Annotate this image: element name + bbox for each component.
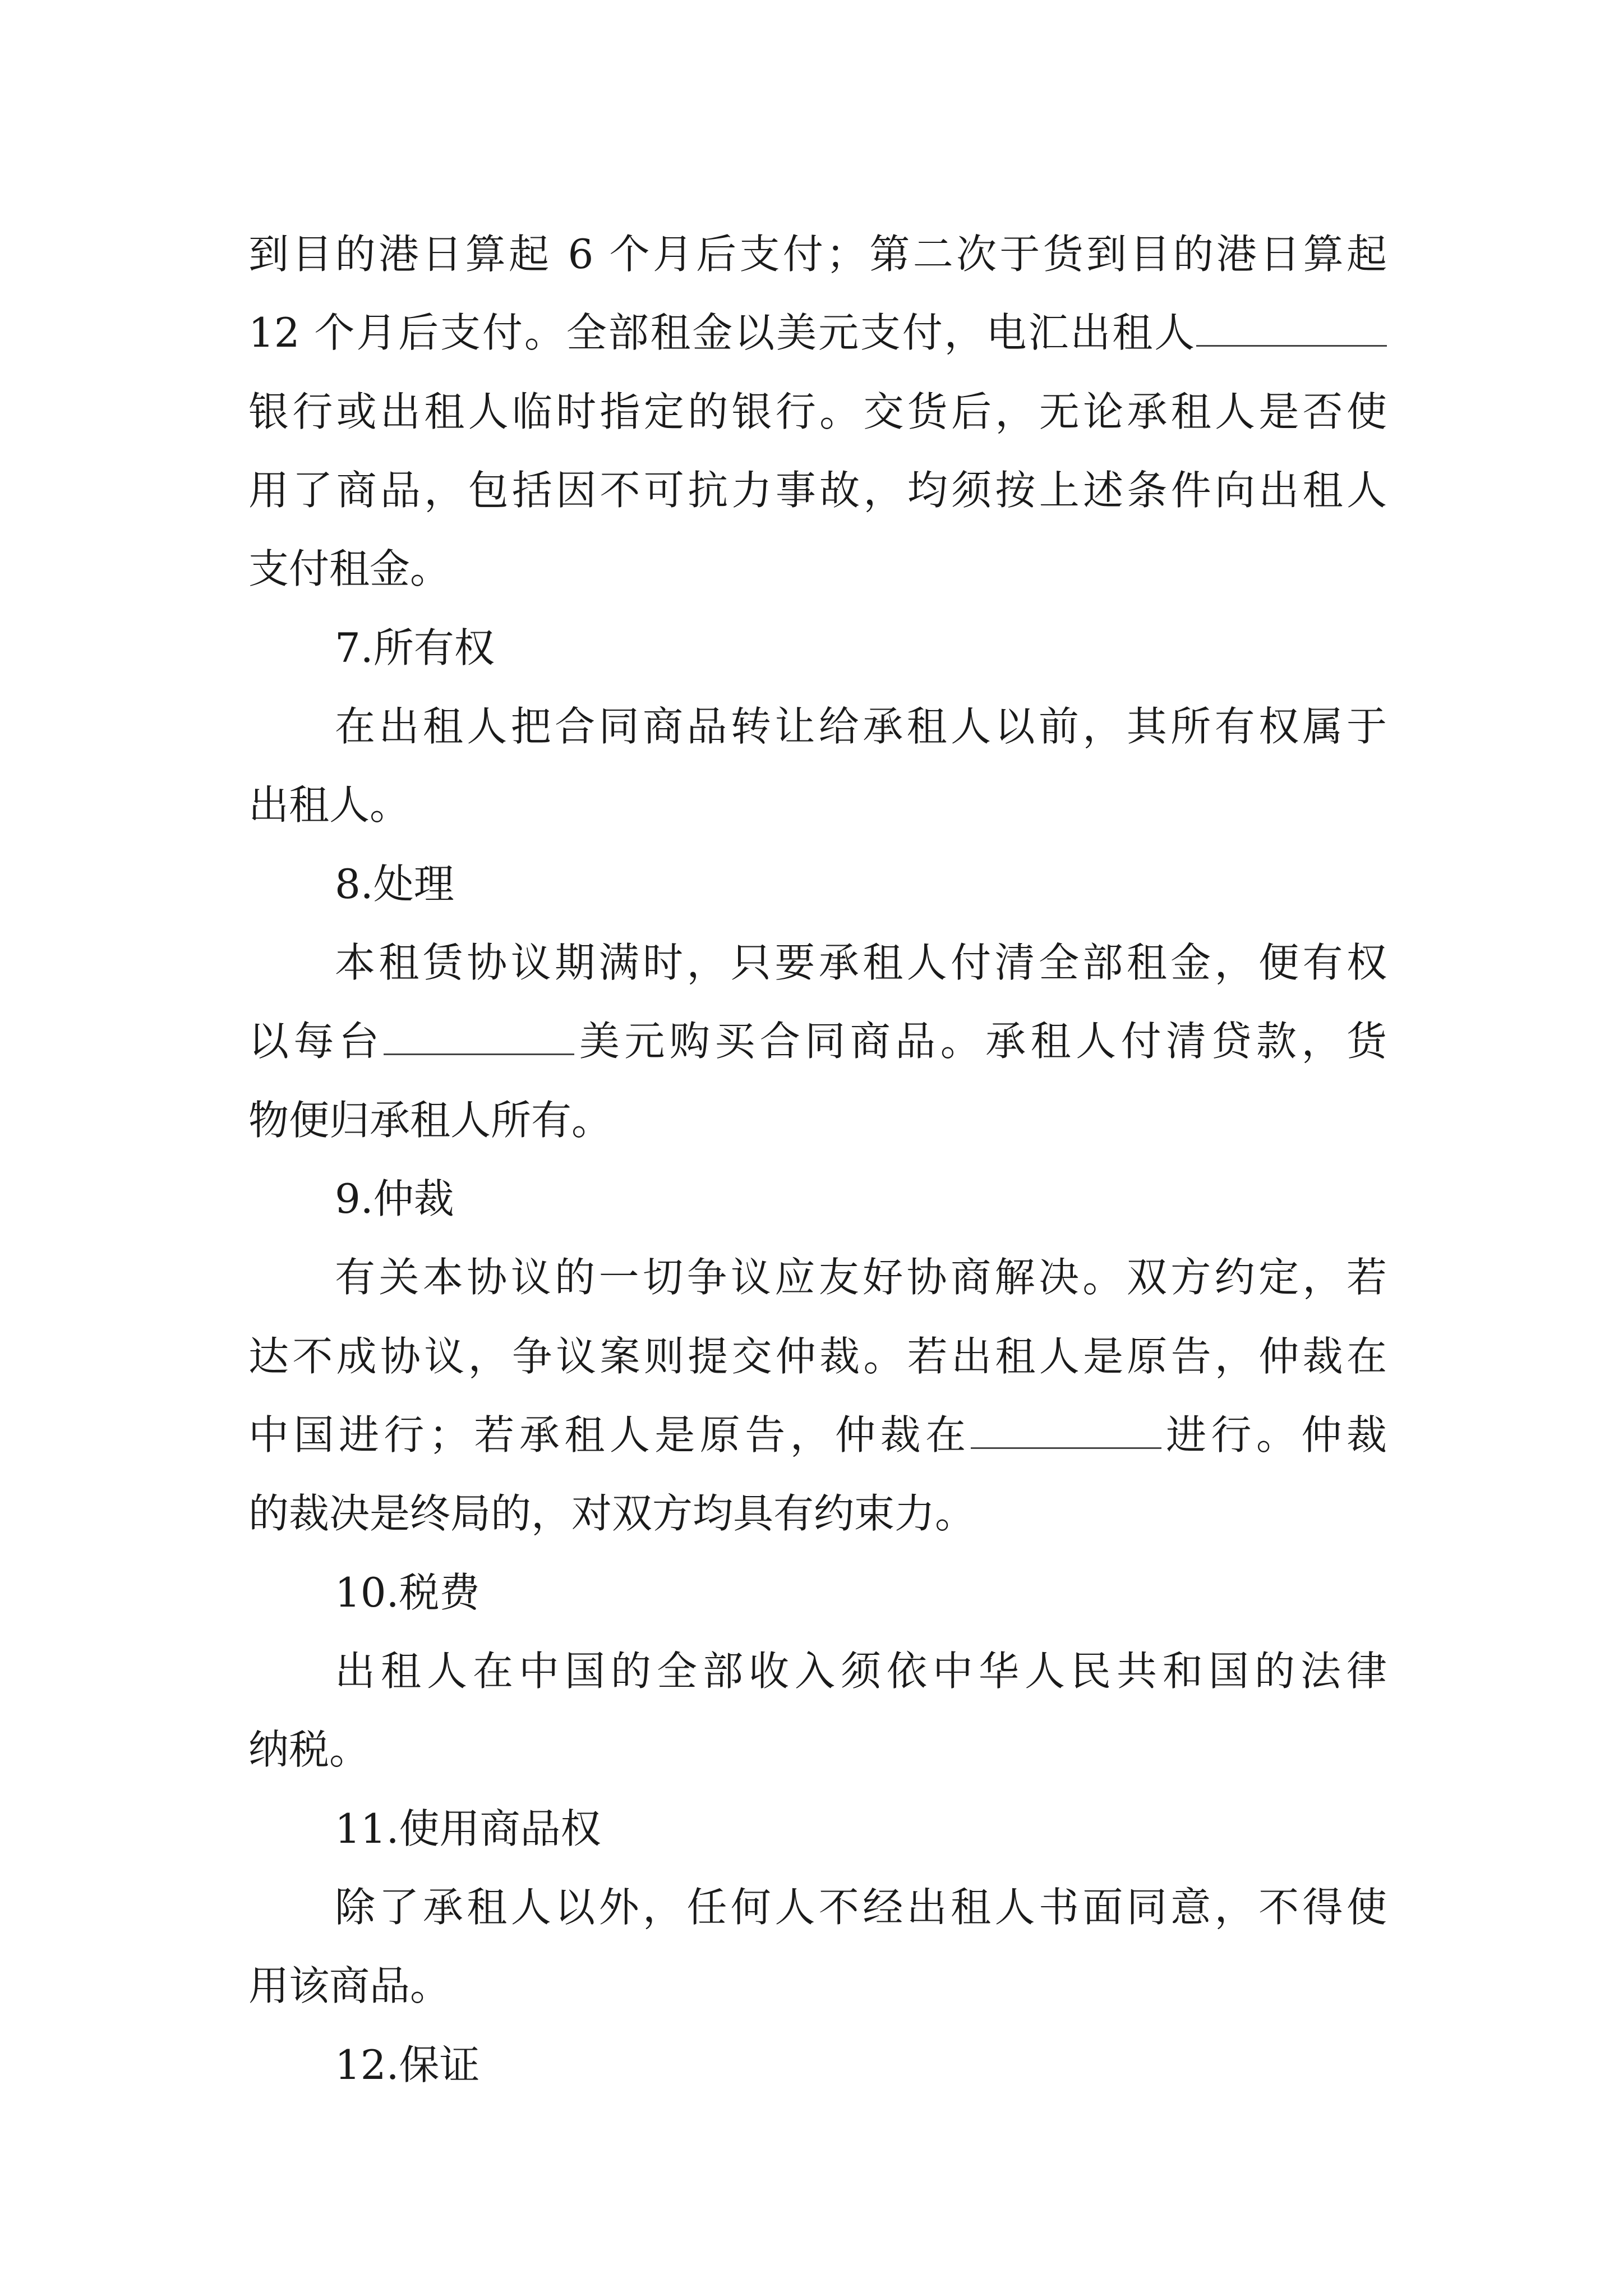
disposal-line-2: 以每台 美元购买合同商品。承租人付清贷款，货 xyxy=(248,1018,1387,1065)
section-heading-usage-right: 11.使用商品权 xyxy=(335,1805,601,1852)
arbitration-place-blank xyxy=(971,1415,1161,1449)
disposal-line-1: 本租赁协议期满时，只要承租人付清全部租金，便有权 xyxy=(335,939,1387,986)
ownership-line-1: 在出租人把合同商品转让给承租人以前，其所有权属于 xyxy=(335,703,1387,750)
taxes-line-1: 出租人在中国的全部收入须依中华人民共和国的法律 xyxy=(335,1648,1387,1695)
payment-terms-line-2: 12 个月后支付。全部租金以美元支付，电汇出租人 xyxy=(248,300,1387,381)
ownership-line-2: 出租人。 xyxy=(248,781,411,829)
bank-name-blank xyxy=(1196,312,1387,347)
disposal-line-3: 物便归承租人所有。 xyxy=(248,1097,612,1144)
payment-terms-line-1: 到目的港日算起 6 个月后支付；第二次于货到目的港日算起 xyxy=(248,231,1387,278)
usage-right-line-2: 用该商品。 xyxy=(248,1962,451,2009)
section-heading-ownership: 7.所有权 xyxy=(335,624,495,671)
usage-right-line-1: 除了承租人以外，任何人不经出租人书面同意，不得使 xyxy=(335,1884,1387,1931)
section-heading-arbitration: 9.仲裁 xyxy=(335,1175,454,1222)
arbitration-line-2: 达不成协议，争议案则提交仲裁。若出租人是原告，仲裁在 xyxy=(248,1333,1387,1380)
arbitration-line-4: 的裁决是终局的，对双方均具有约束力。 xyxy=(248,1490,976,1537)
payment-terms-line-4: 用了商品，包括因不可抗力事故，均须按上述条件向出租人 xyxy=(248,467,1387,514)
taxes-line-2: 纳税。 xyxy=(248,1726,370,1773)
payment-terms-line-5: 支付租金。 xyxy=(248,545,451,592)
section-heading-disposal: 8.处理 xyxy=(335,861,454,908)
price-blank xyxy=(384,1021,574,1055)
arbitration-line-3: 中国进行；若承租人是原告，仲裁在 进行。仲裁 xyxy=(248,1411,1387,1458)
arbitration-line-1: 有关本协议的一切争议应友好协商解决。双方约定，若 xyxy=(335,1254,1387,1301)
section-heading-taxes: 10.税费 xyxy=(335,1569,480,1616)
payment-terms-line-3: 银行或出租人临时指定的银行。交货后，无论承租人是否使 xyxy=(248,388,1387,435)
section-heading-warranty: 12.保证 xyxy=(335,2041,480,2088)
